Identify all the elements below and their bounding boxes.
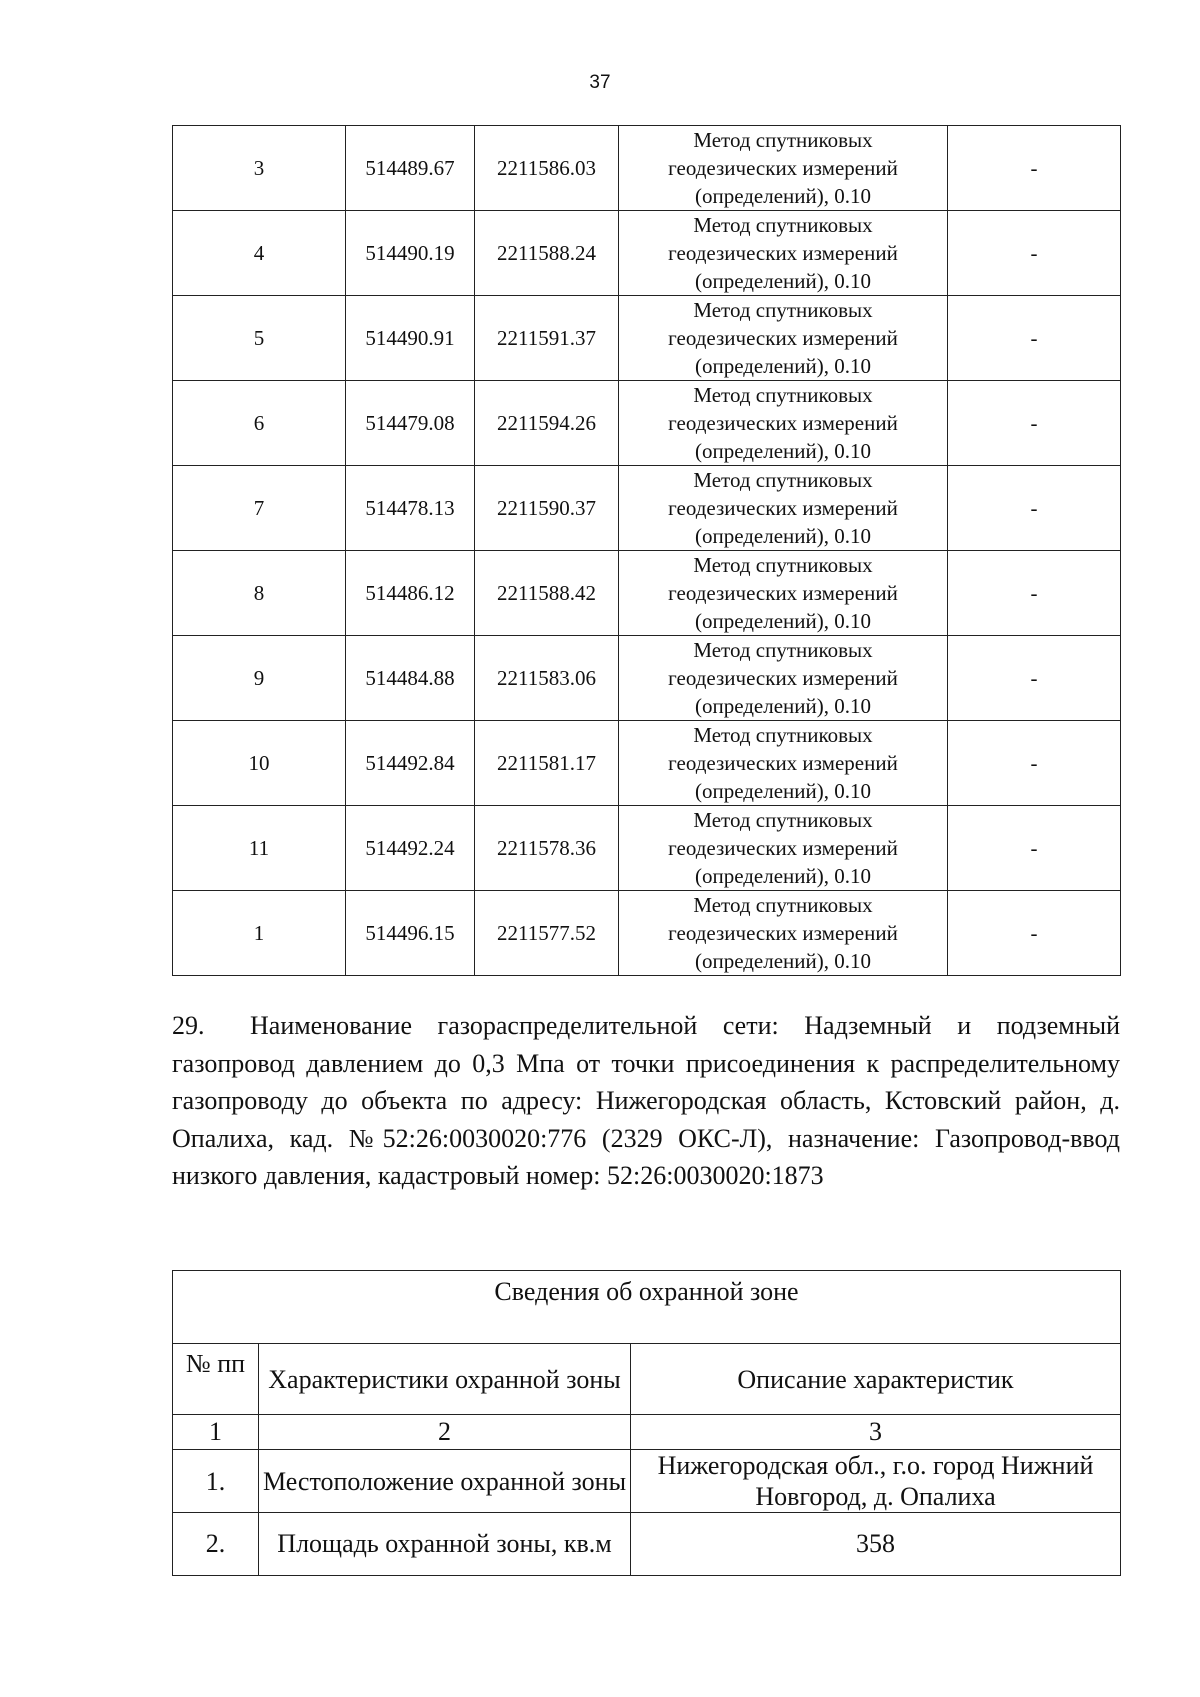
- x-coordinate-cell: 514484.88: [346, 636, 475, 721]
- point-number-cell: 3: [173, 126, 346, 211]
- point-number-cell: 4: [173, 211, 346, 296]
- zone-index-1: 1: [173, 1415, 259, 1450]
- x-coordinate-cell: 514489.67: [346, 126, 475, 211]
- method-line: (определений), 0.10: [694, 524, 872, 548]
- method-line: Метод спутниковых: [693, 553, 873, 577]
- x-coordinate-cell: 514490.19: [346, 211, 475, 296]
- method-line: Метод спутниковых: [693, 128, 873, 152]
- method-line: геодезических измерений: [668, 921, 898, 945]
- zone-index-2: 2: [259, 1415, 631, 1450]
- coordinate-row: [173, 806, 1121, 891]
- x-coordinate-cell: 514496.15: [346, 891, 475, 976]
- coordinate-row: [173, 891, 1121, 976]
- point-number-cell: 9: [173, 636, 346, 721]
- method-line: (определений), 0.10: [694, 269, 872, 293]
- x-coordinate-cell: 514490.91: [346, 296, 475, 381]
- method-line: (определений), 0.10: [694, 439, 872, 463]
- y-coordinate-cell: 2211578.36: [475, 806, 619, 891]
- coordinate-row: [173, 466, 1121, 551]
- method-line: (определений), 0.10: [694, 779, 872, 803]
- section-number: 29.: [172, 1011, 205, 1040]
- zone-header-description: Описание характеристик: [631, 1344, 1121, 1415]
- method-cell: [619, 721, 948, 806]
- zone-header-num: № пп: [173, 1344, 259, 1415]
- method-line: (определений), 0.10: [694, 354, 872, 378]
- method-line: (определений), 0.10: [694, 949, 872, 973]
- method-line: геодезических измерений: [668, 411, 898, 435]
- y-coordinate-cell: 2211588.42: [475, 551, 619, 636]
- zone-row-num: 2.: [173, 1513, 259, 1576]
- coordinate-row: [173, 296, 1121, 381]
- y-coordinate-cell: 2211588.24: [475, 211, 619, 296]
- method-cell: [619, 636, 948, 721]
- method-line: (определений), 0.10: [694, 609, 872, 633]
- method-cell: [619, 551, 948, 636]
- method-cell: [619, 806, 948, 891]
- zone-index-3: 3: [631, 1415, 1121, 1450]
- method-line: Метод спутниковых: [693, 808, 873, 832]
- zone-row-name: Местоположение охранной зоны: [259, 1450, 631, 1513]
- y-coordinate-cell: 2211581.17: [475, 721, 619, 806]
- zone-header-row: [173, 1344, 1121, 1415]
- zone-row-name: Площадь охранной зоны, кв.м: [259, 1513, 631, 1576]
- boundary-description-cell: -: [948, 296, 1121, 381]
- x-coordinate-cell: 514478.13: [346, 466, 475, 551]
- boundary-description-cell: -: [948, 466, 1121, 551]
- boundary-description-cell: -: [948, 126, 1121, 211]
- method-line: геодезических измерений: [668, 496, 898, 520]
- method-line: Метод спутниковых: [693, 298, 873, 322]
- coordinate-row: [173, 636, 1121, 721]
- coordinate-row: [173, 721, 1121, 806]
- coordinate-row: [173, 381, 1121, 466]
- zone-row-num: 1.: [173, 1450, 259, 1513]
- coordinates-table-body: [173, 126, 1121, 976]
- zone-title-row: [173, 1271, 1121, 1344]
- y-coordinate-cell: 2211594.26: [475, 381, 619, 466]
- method-line: геодезических измерений: [668, 581, 898, 605]
- method-cell: [619, 466, 948, 551]
- section-text: Наименование газораспределительной сети: Надземный и подземный газопровод давлением до 0,3 Мпа от точки присоединения к распределительному газопроводу до объекта по адресу: Нижегородская область, Кстовский район, д. Опалиха, кад. №52:26:0030020:776 (2329 ОКС-Л), назначение: Газопровод-ввод низкого давления, кадастровый номер: 52:26:0030020:1873: [172, 1011, 1120, 1190]
- method-line: геодезических измерений: [668, 751, 898, 775]
- method-line: (определений), 0.10: [694, 694, 872, 718]
- boundary-description-cell: -: [948, 381, 1121, 466]
- point-number-cell: 5: [173, 296, 346, 381]
- boundary-description-cell: -: [948, 721, 1121, 806]
- method-line: Метод спутниковых: [693, 638, 873, 662]
- point-number-cell: 1: [173, 891, 346, 976]
- coordinate-row: [173, 551, 1121, 636]
- method-cell: [619, 211, 948, 296]
- zone-index-row: [173, 1415, 1121, 1450]
- zone-row-value: Нижегородская обл., г.о. город Нижний Новгород, д. Опалиха: [631, 1450, 1121, 1513]
- zone-title: Сведения об охранной зоне: [173, 1271, 1121, 1344]
- boundary-description-cell: -: [948, 551, 1121, 636]
- method-cell: [619, 296, 948, 381]
- coordinate-row: [173, 211, 1121, 296]
- zone-header-characteristic: Характеристики охранной зоны: [259, 1344, 631, 1415]
- method-line: Метод спутниковых: [693, 893, 873, 917]
- point-number-cell: 6: [173, 381, 346, 466]
- point-number-cell: 7: [173, 466, 346, 551]
- method-line: геодезических измерений: [668, 836, 898, 860]
- coordinate-row: [173, 126, 1121, 211]
- page-number: 37: [589, 72, 611, 93]
- section-paragraph: [172, 1007, 1120, 1195]
- method-line: Метод спутниковых: [693, 383, 873, 407]
- coordinates-table: [172, 125, 1121, 976]
- boundary-description-cell: -: [948, 636, 1121, 721]
- method-line: геодезических измерений: [668, 666, 898, 690]
- y-coordinate-cell: 2211583.06: [475, 636, 619, 721]
- method-line: геодезических измерений: [668, 326, 898, 350]
- method-line: Метод спутниковых: [693, 213, 873, 237]
- protection-zone-table: [172, 1270, 1121, 1576]
- point-number-cell: 8: [173, 551, 346, 636]
- y-coordinate-cell: 2211591.37: [475, 296, 619, 381]
- method-line: геодезических измерений: [668, 156, 898, 180]
- zone-row-value: 358: [631, 1513, 1121, 1576]
- x-coordinate-cell: 514486.12: [346, 551, 475, 636]
- y-coordinate-cell: 2211577.52: [475, 891, 619, 976]
- method-line: (определений), 0.10: [694, 864, 872, 888]
- x-coordinate-cell: 514492.84: [346, 721, 475, 806]
- boundary-description-cell: -: [948, 891, 1121, 976]
- method-line: геодезических измерений: [668, 241, 898, 265]
- method-cell: [619, 891, 948, 976]
- boundary-description-cell: -: [948, 211, 1121, 296]
- x-coordinate-cell: 514492.24: [346, 806, 475, 891]
- method-line: (определений), 0.10: [694, 184, 872, 208]
- point-number-cell: 10: [173, 721, 346, 806]
- method-line: Метод спутниковых: [693, 468, 873, 492]
- method-cell: [619, 381, 948, 466]
- boundary-description-cell: -: [948, 806, 1121, 891]
- y-coordinate-cell: 2211590.37: [475, 466, 619, 551]
- zone-row-area: [173, 1513, 1121, 1576]
- point-number-cell: 11: [173, 806, 346, 891]
- zone-row-location: [173, 1450, 1121, 1513]
- x-coordinate-cell: 514479.08: [346, 381, 475, 466]
- method-cell: [619, 126, 948, 211]
- y-coordinate-cell: 2211586.03: [475, 126, 619, 211]
- method-line: Метод спутниковых: [693, 723, 873, 747]
